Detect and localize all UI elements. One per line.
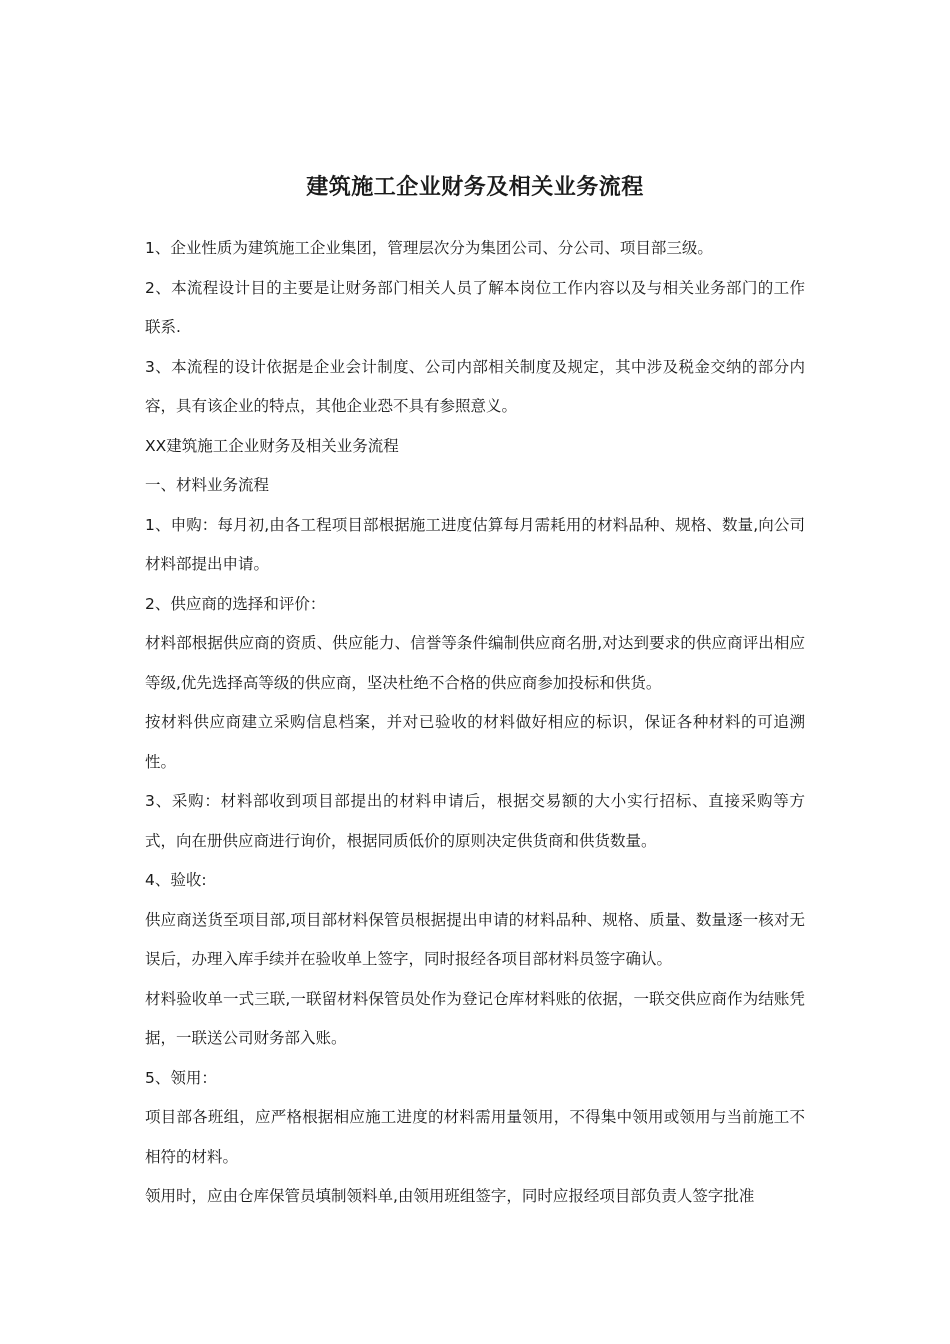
paragraph: 项目部各班组，应严格根据相应施工进度的材料需用量领用，不得集中领用或领用与当前施工不相符的材料。 [145, 1108, 805, 1166]
document-title: 建筑施工企业财务及相关业务流程 [306, 175, 644, 200]
paragraph: 领用时，应由仓库保管员填制领料单,由领用班组签字，同时应报经项目部负责人签字批准 [145, 1187, 755, 1205]
paragraph: 1、申购：每月初,由各工程项目部根据施工进度估算每月需耗用的材料品种、规格、数量,向公司材料部提出申请。 [145, 515, 805, 573]
paragraph: 1、企业性质为建筑施工企业集团，管理层次分为集团公司、分公司、项目部三级。 [145, 239, 713, 257]
document-body [145, 229, 805, 1217]
paragraph: 3、采购：材料部收到项目部提出的材料申请后，根据交易额的大小实行招标、直接采购等方式，向在册供应商进行询价，根据同质低价的原则决定供货商和供货数量。 [145, 792, 805, 850]
subtitle-heading: XX建筑施工企业财务及相关业务流程 [145, 436, 399, 455]
section-heading: 一、材料业务流程 [145, 476, 270, 494]
subsection-heading: 4、验收: [145, 871, 207, 889]
subsection-heading: 5、领用： [145, 1068, 217, 1087]
paragraph: 材料部根据供应商的资质、供应能力、信誉等条件编制供应商名册,对达到要求的供应商评出相应等级,优先选择高等级的供应商，坚决杜绝不合格的供应商参加投标和供货。 [145, 634, 805, 692]
paragraph: 按材料供应商建立采购信息档案，并对已验收的材料做好相应的标识，保证各种材料的可追溯性。 [145, 713, 805, 771]
paragraph: 2、本流程设计目的主要是让财务部门相关人员了解本岗位工作内容以及与相关业务部门的工作联系. [145, 278, 805, 336]
paragraph: 材料验收单一式三联,一联留材料保管员处作为登记仓库材料账的依据，一联交供应商作为结账凭据，一联送公司财务部入账。 [145, 989, 805, 1047]
paragraph: 供应商送货至项目部,项目部材料保管员根据提出申请的材料品种、规格、质量、数量逐一核对无误后，办理入库手续并在验收单上签字，同时报经各项目部材料员签字确认。 [145, 910, 805, 968]
subsection-heading: 2、供应商的选择和评价： [145, 594, 326, 613]
paragraph: 3、本流程的设计依据是企业会计制度、公司内部相关制度及规定，其中涉及税金交纳的部分内容，具有该企业的特点，其他企业恐不具有参照意义。 [145, 357, 805, 415]
